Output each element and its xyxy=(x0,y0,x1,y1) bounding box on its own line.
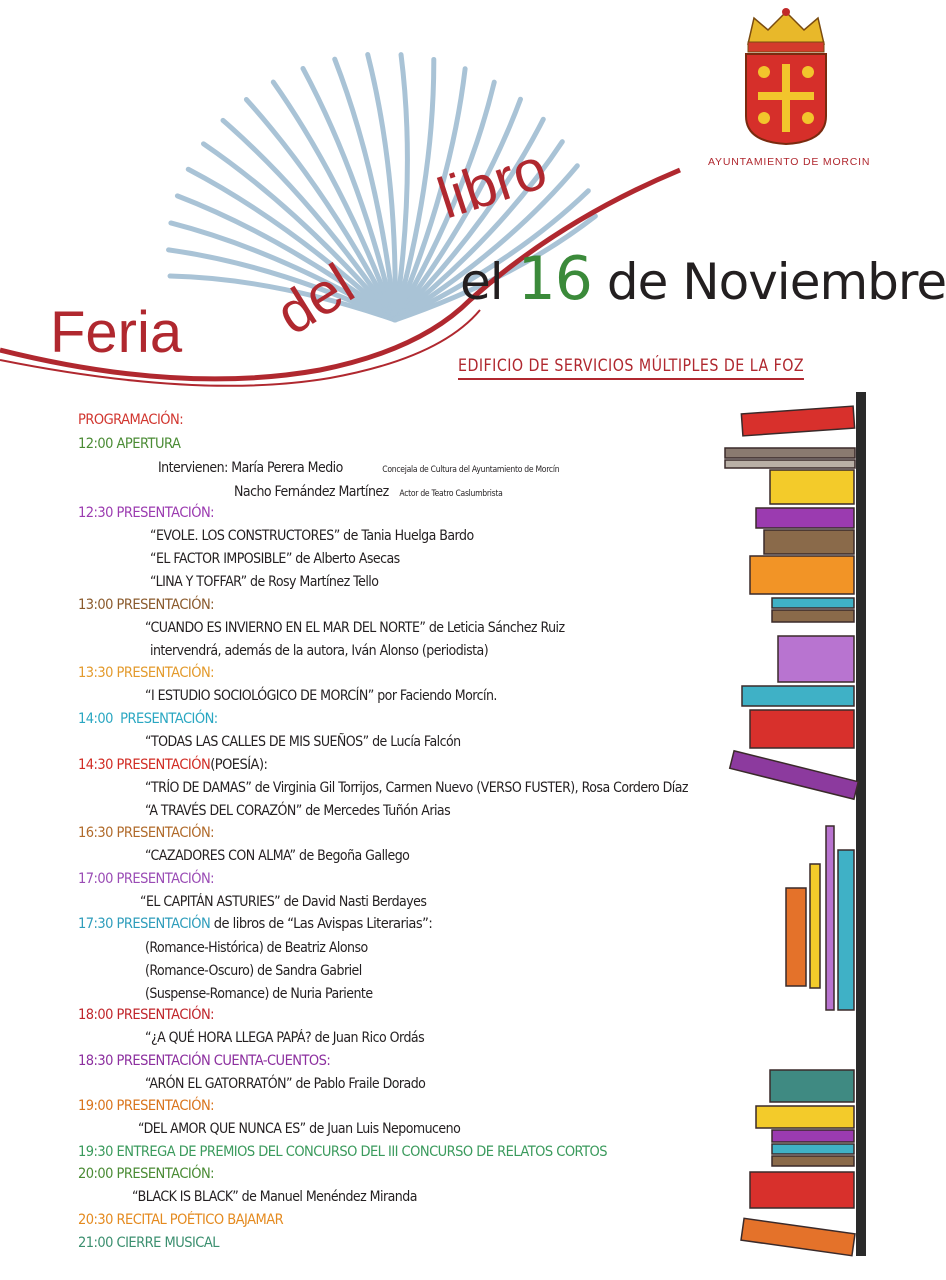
time: 12:00 xyxy=(78,436,113,452)
speaker-line xyxy=(158,460,559,476)
book-entry: “EL CAPITÁN ASTURIES” de David Nasti Berdayes xyxy=(140,894,427,910)
time: 18:00 xyxy=(78,1007,113,1023)
time: 20:30 xyxy=(78,1212,113,1228)
speaker: Nacho Fernández Martínez xyxy=(234,484,389,500)
programme-heading: PROGRAMACIÓN: xyxy=(78,412,184,428)
svg-text:del xyxy=(265,251,365,347)
event-date xyxy=(460,244,946,314)
book-entry: (Romance-Histórica) de Beatriz Alonso xyxy=(145,940,368,956)
time: 17:00 xyxy=(78,871,113,887)
label: PRESENTACIÓN: xyxy=(120,711,218,727)
book-entry: (Suspense-Romance) de Nuria Pariente xyxy=(145,986,373,1002)
label: PRESENTACIÓN: xyxy=(116,665,215,681)
label-extra: de libros de “Las Avispas Literarias”: xyxy=(213,916,433,932)
book-entry: (Romance-Oscuro) de Sandra Gabriel xyxy=(145,963,362,979)
label: PRESENTACIÓN: xyxy=(116,1166,215,1182)
book-entry: “¿A QUÉ HORA LLEGA PAPÁ? de Juan Rico Ordás xyxy=(145,1030,425,1046)
book-entry: “EL FACTOR IMPOSIBLE” de Alberto Asecas xyxy=(150,551,400,567)
book-entry: “CAZADORES CON ALMA” de Begoña Gallego xyxy=(145,848,410,864)
book-entry-note: intervendrá, además de la autora, Iván Alonso (periodista) xyxy=(150,643,489,659)
open-book-illustration xyxy=(0,0,700,400)
label: PRESENTACIÓN xyxy=(116,916,211,932)
schedule-item xyxy=(78,1098,214,1114)
time: 19:00 xyxy=(78,1098,113,1114)
book-entry: “EVOLE. LOS CONSTRUCTORES” de Tania Huelga Bardo xyxy=(150,528,474,544)
date-prefix: el xyxy=(460,253,503,311)
label-extra: (POESÍA): xyxy=(210,757,268,773)
coat-of-arms-icon xyxy=(738,6,834,146)
time: 14:00 xyxy=(78,711,113,727)
schedule-item xyxy=(78,1235,219,1251)
book-entry: “ARÓN EL GATORRATÓN” de Pablo Fraile Dorado xyxy=(145,1076,426,1092)
book-entry: “I ESTUDIO SOCIOLÓGICO DE MORCÍN” por Faciendo Morcín. xyxy=(145,688,497,704)
time: 12:30 xyxy=(78,505,113,521)
title-feria: Feria xyxy=(50,300,183,365)
label: PRESENTACIÓN: xyxy=(116,505,215,521)
label: ENTREGA DE PREMIOS DEL CONCURSO DEL III CONCURSO DE RELATOS CORTOS xyxy=(116,1144,608,1160)
schedule-item xyxy=(78,505,214,521)
time: 13:00 xyxy=(78,597,113,613)
schedule-item xyxy=(78,1166,214,1182)
time: 14:30 xyxy=(78,757,113,773)
bookshelf-illustration xyxy=(720,380,870,1260)
schedule-item xyxy=(78,1053,330,1069)
date-day: 16 xyxy=(517,244,592,314)
label: PRESENTACIÓN CUENTA-CUENTOS: xyxy=(116,1053,331,1069)
schedule-item xyxy=(78,436,180,452)
book-entry: “BLACK IS BLACK” de Manuel Menéndez Miranda xyxy=(132,1189,417,1205)
time: 19:30 xyxy=(78,1144,113,1160)
book-entry: “CUANDO ES INVIERNO EN EL MAR DEL NORTE” de Leticia Sánchez Ruiz xyxy=(145,620,565,636)
shelf-post xyxy=(856,392,866,1256)
date-suffix: de Noviembre xyxy=(606,253,946,311)
council-name: AYUNTAMIENTO DE MORCIN xyxy=(708,156,871,168)
time: 20:00 xyxy=(78,1166,113,1182)
book-entry: “TRÍO DE DAMAS” de Virginia Gil Torrijos, Carmen Nuevo (VERSO FUSTER), Rosa Cordero Díaz xyxy=(145,780,688,796)
speaker: Intervienen: María Perera Medio xyxy=(158,460,343,476)
book-entry: “TODAS LAS CALLES DE MIS SUEÑOS” de Lucía Falcón xyxy=(145,734,461,750)
time: 18:30 xyxy=(78,1053,113,1069)
label: PRESENTACIÓN: xyxy=(116,597,215,613)
speaker-line xyxy=(234,484,502,500)
time: 13:30 xyxy=(78,665,113,681)
label: CIERRE MUSICAL xyxy=(116,1235,219,1251)
books-stack-top xyxy=(725,406,858,799)
book-entry: “DEL AMOR QUE NUNCA ES” de Juan Luis Nepomuceno xyxy=(138,1121,461,1137)
time: 16:30 xyxy=(78,825,113,841)
schedule-item xyxy=(78,757,267,773)
schedule-item xyxy=(78,711,218,727)
label: PRESENTACIÓN: xyxy=(116,825,215,841)
label: PRESENTACIÓN: xyxy=(116,1098,215,1114)
speaker-note: Actor de Teatro Caslumbrista xyxy=(399,489,503,499)
schedule-item xyxy=(78,1144,607,1160)
label: RECITAL POÉTICO BAJAMAR xyxy=(116,1212,284,1228)
title-text xyxy=(50,300,183,365)
label: APERTURA xyxy=(116,436,181,452)
schedule-item xyxy=(78,1007,214,1023)
schedule-item xyxy=(78,665,214,681)
speaker-note: Concejala de Cultura del Ayuntamiento de Morcín xyxy=(382,465,560,475)
label: PRESENTACIÓN: xyxy=(116,871,215,887)
label: PRESENTACIÓN: xyxy=(116,1007,215,1023)
event-venue: EDIFICIO DE SERVICIOS MÚLTIPLES DE LA FOZ xyxy=(458,356,804,380)
time: 21:00 xyxy=(78,1235,113,1251)
title-libro: libro xyxy=(430,135,555,232)
schedule-item xyxy=(78,597,214,613)
schedule-item xyxy=(78,825,214,841)
schedule-item xyxy=(78,1212,283,1228)
time: 17:30 xyxy=(78,916,113,932)
schedule-item xyxy=(78,871,214,887)
book-entry: “A TRAVÉS DEL CORAZÓN” de Mercedes Tuñón Arias xyxy=(145,803,451,819)
title-del: del xyxy=(265,251,366,348)
schedule-item xyxy=(78,916,432,932)
books-stack-middle xyxy=(786,826,854,1010)
book-entry: “LINA Y TOFFAR” de Rosy Martínez Tello xyxy=(150,574,379,590)
label: PRESENTACIÓN xyxy=(116,757,211,773)
books-stack-bottom xyxy=(741,1070,855,1256)
